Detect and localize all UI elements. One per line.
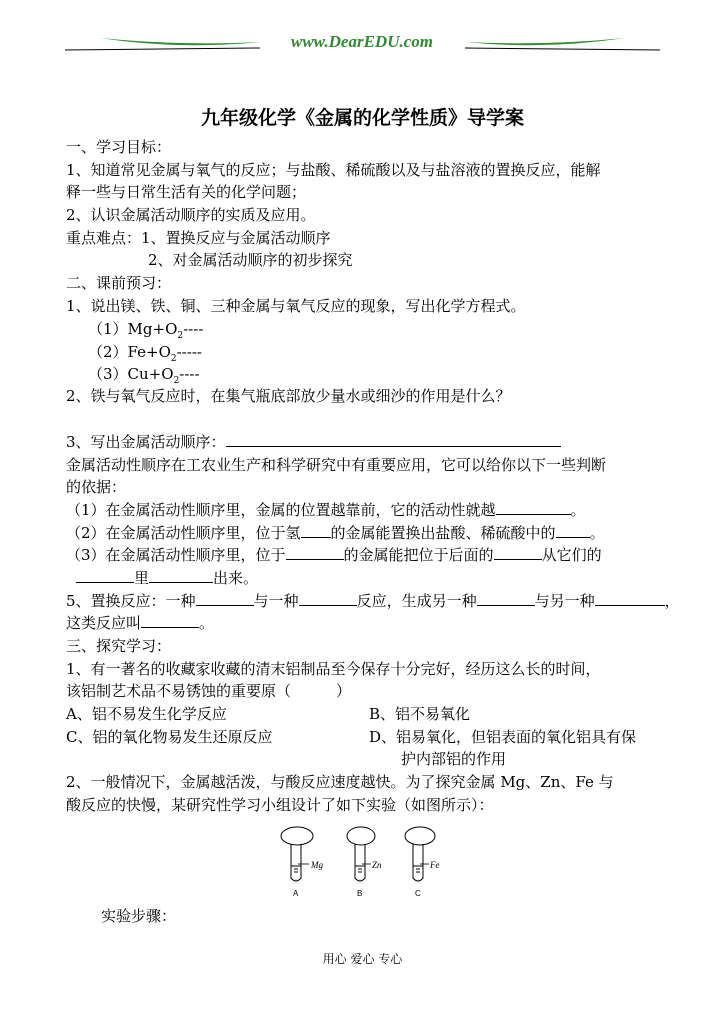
answer-blank[interactable]	[149, 568, 213, 583]
page-footer: 用心 爱心 专心	[322, 952, 403, 966]
answer-blank[interactable]	[595, 591, 665, 606]
answer-blank[interactable]	[141, 613, 199, 628]
answer-blank[interactable]	[76, 568, 134, 583]
tube-b-label: B	[357, 889, 363, 898]
answer-blank[interactable]	[196, 591, 254, 606]
q3-desc2: 的依据：	[66, 478, 127, 496]
option-c: C、铝的氧化物易发生还原反应	[66, 728, 273, 746]
answer-blank[interactable]	[556, 523, 590, 538]
experiment-figure	[275, 826, 450, 898]
tube-c	[405, 827, 440, 898]
page-title: 九年级化学《金属的化学性质》导学案	[200, 107, 524, 129]
answer-blank[interactable]	[286, 545, 344, 560]
p1-line2: 该铝制艺术品不易锈蚀的重要原（ ）	[66, 682, 352, 700]
section3-heading: 三、探究学习：	[66, 637, 172, 655]
logo-text: www.DearEDU.com	[291, 32, 433, 51]
goal1-line1: 1、知道常见金属与氧气的反应；与盐酸、稀硫酸以及与盐溶液的置换反应，能解	[66, 161, 601, 179]
tube-b	[347, 827, 382, 898]
rule3-cont: 里 出来。	[76, 568, 258, 588]
option-d-line1: D、铝易氧化，但铝表面的氧化铝具有保	[369, 728, 637, 746]
key-line1: 重点难点：1、置换反应与金属活动顺序	[66, 229, 331, 247]
header-logo	[60, 28, 665, 54]
tube-a-label: A	[293, 889, 299, 898]
answer-blank[interactable]	[301, 523, 331, 538]
p2-line1: 2、一般情况下，金属越活泼，与酸反应速度越快。为了探究金属 Mg、Zn、Fe 与	[66, 773, 614, 791]
answer-blank[interactable]	[299, 591, 357, 606]
q3-desc1: 金属活动性顺序在工农业生产和科学研究中有重要应用，它可以给你以下一些判断	[66, 456, 607, 474]
p1-line1: 1、有一著名的收藏家收藏的清末铝制品至今保存十分完好，经历这么长的时间，	[66, 660, 601, 678]
q5: 5、置换反应：一种 与一种 反应，生成另一种 与另一种 ，	[66, 592, 680, 610]
option-a: A、铝不易发生化学反应	[66, 705, 227, 723]
q3: 3、写出金属活动顺序：	[66, 432, 561, 452]
section2-heading: 二、课前预习：	[66, 274, 172, 292]
key-line2: 2、对金属活动顺序的初步探究	[148, 251, 353, 269]
p2-line2: 酸反应的快慢，某研究性学习小组设计了如下实验（如图所示）：	[66, 796, 494, 814]
tube-a	[281, 827, 323, 898]
q5-cont: 这类反应叫 。	[66, 614, 215, 632]
option-d-line2: 护内部铝的作用	[401, 750, 507, 768]
tube-a-metal: Mg	[311, 860, 323, 870]
q1: 1、说出镁、铁、铜、三种金属与氧气反应的现象，写出化学方程式。	[66, 297, 526, 315]
tube-b-metal: Zn	[372, 860, 382, 870]
answer-blank[interactable]	[477, 591, 535, 606]
rule3: （3）在金属活动性顺序里，位于 的金属能把位于后面的 从它们的	[66, 546, 602, 564]
rule2: （2）在金属活动性顺序里，位于氢 的金属能置换出盐酸、稀硫酸中的 。	[66, 524, 605, 542]
q1-cu: $(3)Cu+O_2----$	[88, 365, 200, 386]
answer-blank[interactable]	[226, 432, 561, 447]
goal1-line2: 释一些与日常生活有关的化学问题；	[66, 183, 307, 201]
tube-c-label: C	[415, 889, 421, 898]
tube-c-metal: Fe	[430, 860, 440, 870]
experiment-steps: 实验步骤：	[101, 907, 177, 925]
goal2: 2、认识金属活动顺序的实质及应用。	[66, 206, 316, 224]
q1-fe: $(2)Fe+O_2-----$	[88, 343, 202, 364]
q1-mg: $(1)Mg+O_2----$	[88, 320, 204, 341]
section1-heading: 一、学习目标：	[66, 138, 172, 156]
answer-blank[interactable]	[496, 500, 571, 515]
option-b: B、铝不易氧化	[369, 705, 471, 723]
rule1: （1）在金属活动性顺序里，金属的位置越靠前，它的活动性就越 。	[66, 501, 586, 519]
answer-blank[interactable]	[494, 545, 542, 560]
q2: 2、铁与氧气反应时，在集气瓶底部放少量水或细沙的作用是什么？	[66, 387, 511, 405]
